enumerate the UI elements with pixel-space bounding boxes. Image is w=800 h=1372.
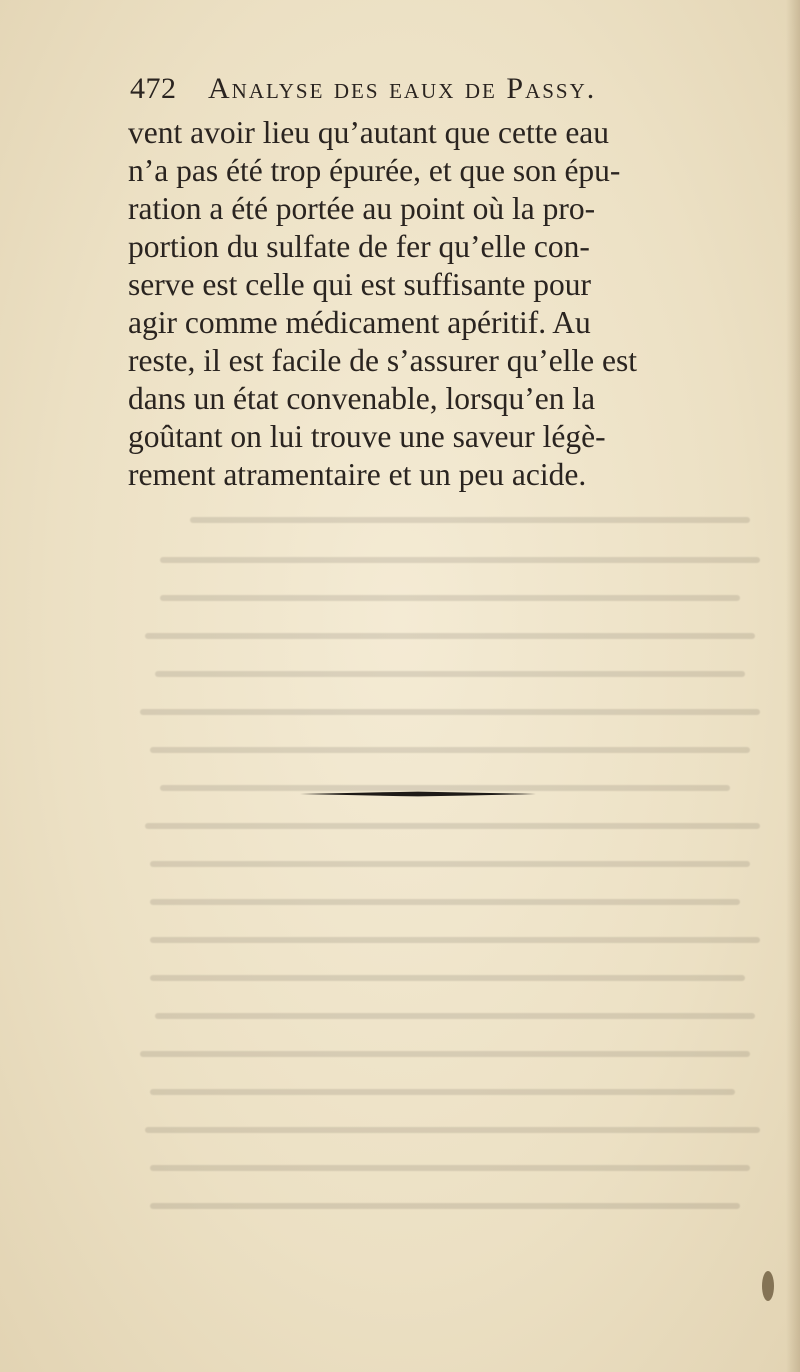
text-line: agir comme médicament apéritif. Au	[128, 305, 591, 340]
page-edge-shadow	[786, 0, 800, 1372]
rule-ornament	[300, 791, 536, 797]
show-through-texture	[120, 505, 760, 1265]
show-through-marks	[120, 505, 760, 1265]
text-line: serve est celle qui est suffisante pour	[128, 267, 592, 302]
text-line: ration a été portée au point où la pro-	[128, 191, 596, 226]
running-title: Analyse des eaux de Passy.	[208, 72, 597, 105]
section-end-rule	[300, 791, 536, 797]
ink-stain	[760, 1268, 776, 1304]
text-line: dans un état convenable, lorsqu’en la	[128, 381, 596, 416]
text-line: rement atramentaire et un peu acide.	[128, 457, 587, 492]
body-paragraph	[128, 114, 758, 494]
running-header	[130, 70, 700, 114]
text-line: portion du sulfate de fer qu’elle con-	[128, 229, 590, 264]
page-number: 472	[130, 72, 177, 105]
text-line: vent avoir lieu qu’autant que cette eau	[128, 115, 610, 150]
text-line: n’a pas été trop épurée, et que son épu-	[128, 153, 621, 188]
text-line: goûtant on lui trouve une saveur légè-	[128, 419, 606, 454]
stain-mark	[760, 1268, 776, 1304]
text-line: reste, il est facile de s’assurer qu’elle est	[128, 343, 638, 378]
